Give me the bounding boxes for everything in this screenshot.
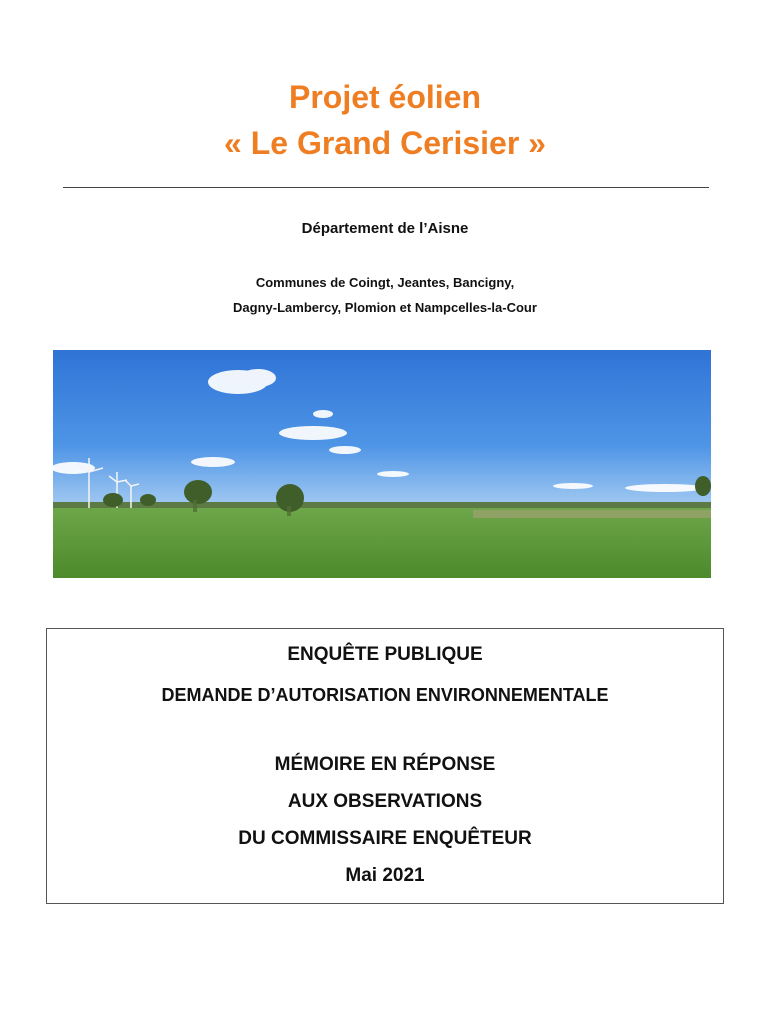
communes-line-1: Communes de Coingt, Jeantes, Bancigny,: [255, 275, 515, 290]
memo-date: Mai 2021: [345, 865, 425, 886]
landscape-photo: [53, 350, 711, 578]
authorization-request-heading: DEMANDE D’AUTORISATION ENVIRONNEMENTALE: [161, 685, 609, 705]
public-inquiry-heading: ENQUÊTE PUBLIQUE: [287, 644, 483, 665]
document-title: [0, 74, 770, 166]
communes-block: [0, 270, 770, 320]
memo-line-2: AUX OBSERVATIONS: [287, 791, 483, 812]
title-line-2: « Le Grand Cerisier »: [224, 125, 546, 161]
title-divider: [63, 187, 709, 188]
announcement-box: [46, 628, 724, 904]
memo-line-1: MÉMOIRE EN RÉPONSE: [274, 754, 496, 775]
title-line-1: Projet éolien: [288, 79, 482, 115]
communes-line-2: Dagny-Lambercy, Plomion et Nampcelles-la-Cour: [233, 300, 537, 315]
department-label: Département de l’Aisne: [301, 220, 469, 237]
memo-block: [47, 746, 723, 894]
memo-line-3: DU COMMISSAIRE ENQUÊTEUR: [238, 828, 532, 849]
